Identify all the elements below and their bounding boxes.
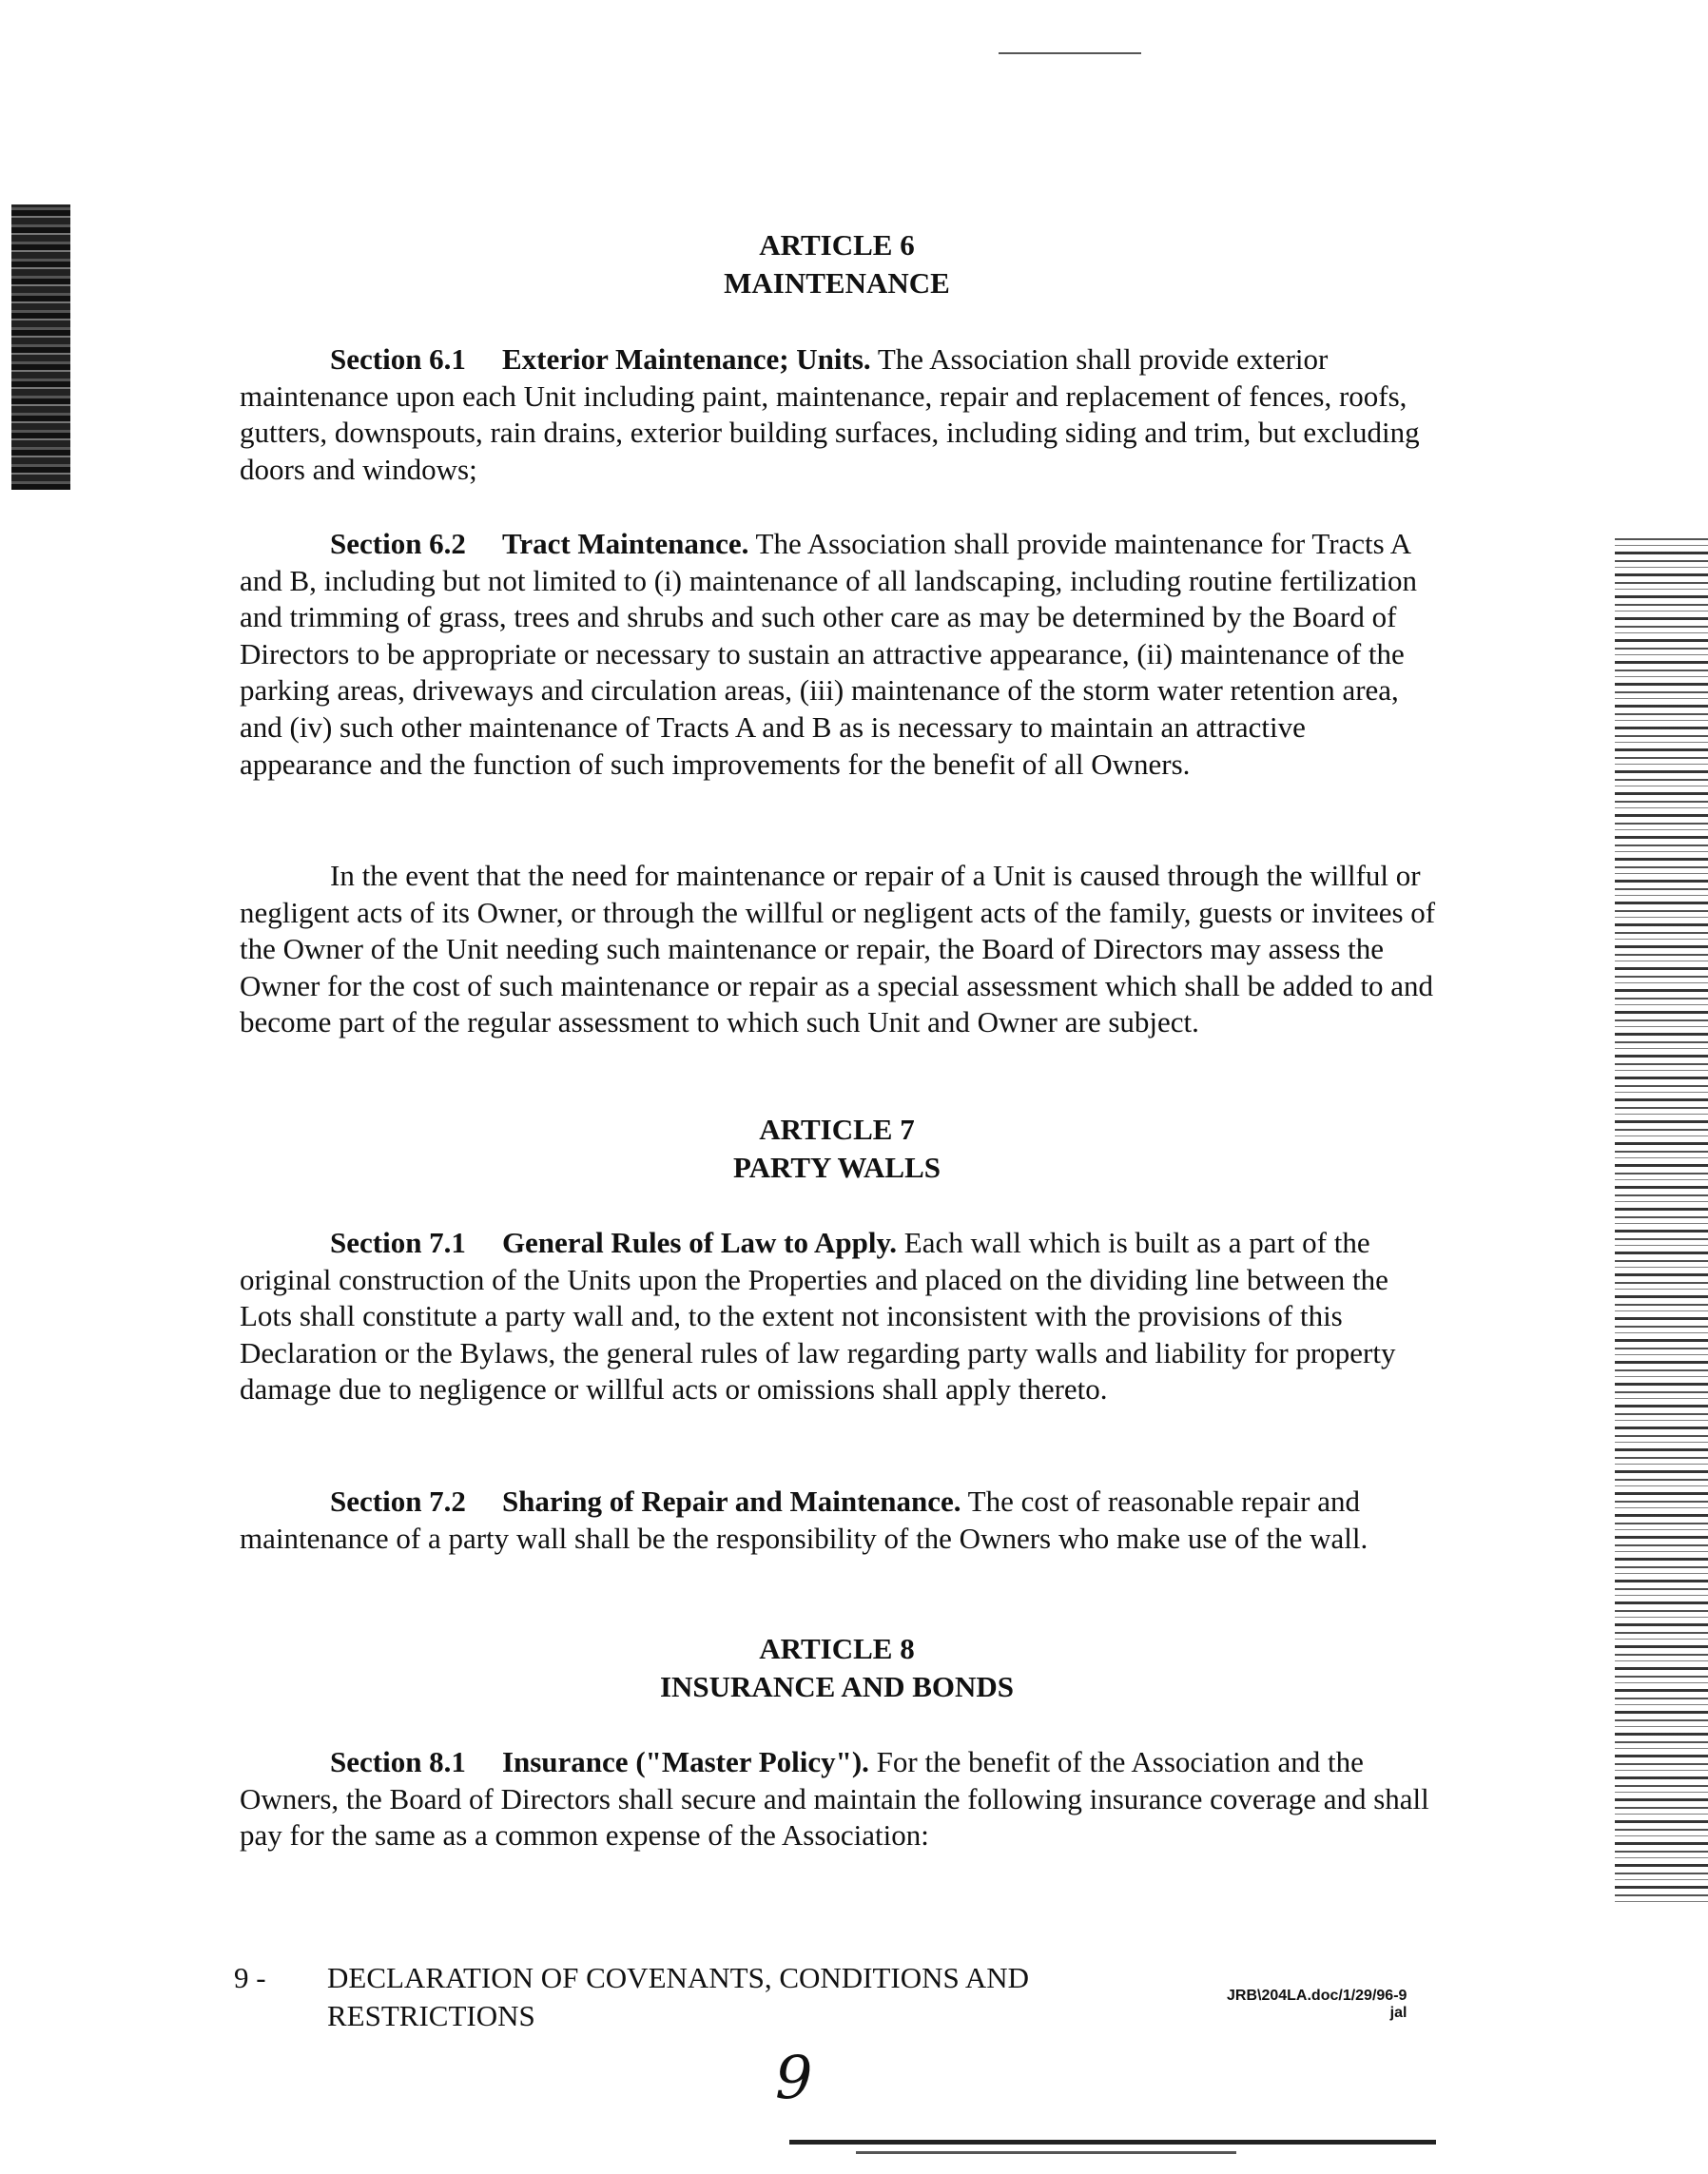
article-8-heading <box>0 1630 1674 1706</box>
section-7-2-title: Sharing of Repair and Maintenance. <box>501 1485 961 1518</box>
section-6-1 <box>240 341 1438 488</box>
footer-title-line-2: RESTRICTIONS <box>327 1999 535 2032</box>
article-7-label: ARTICLE 7 <box>759 1113 915 1146</box>
footer-page-number: 9 - <box>234 1961 266 1994</box>
paragraph-event-of-negligence <box>240 858 1438 1041</box>
section-8-1-text: For the benefit of the Association and the Owners, the Board of Directors shall secure and maintain the following insurance coverage and shall pay for the same as a common expense of the Association: <box>240 1745 1429 1853</box>
footer-document-title <box>327 1959 1183 2035</box>
section-6-2-text: The Association shall provide maintenance for Tracts A and B, including but not limited to (i) maintenance of all landscaping, including routine fertilization and trimming of grass, trees and shrubs and such other care as may be determined by the Board of Directors to be appropriate or necessary to sustain an attractive appearance, (ii) maintenance of the parking areas, driveways and circulation areas, (iii) maintenance of the storm water retention area, and (iv) such other maintenance of Tracts A and B as is necessary to maintain an attractive appearance and the function of such improvements for the benefit of all Owners. <box>240 527 1417 781</box>
footer-doc-path: JRB\204LA.doc/1/29/96-9 <box>1227 1988 1407 2004</box>
section-8-1-number: Section 8.1 <box>330 1745 466 1778</box>
section-8-1 <box>240 1744 1438 1854</box>
scan-artifact-bottom-2 <box>856 2151 1236 2154</box>
footer-doc-id <box>1227 1988 1407 2022</box>
paragraph-event-text: In the event that the need for maintenance or repair of a Unit is caused through the willful or negligent acts of its Owner, or through the willful or negligent acts of the family, guests or invitees of the Owner of the Unit needing such maintenance or repair, the Board of Directors may assess the Owner for the cost of such maintenance or repair as a special assessment which shall be added to and become part of the regular assessment to which such Unit and Owner are subject. <box>240 859 1436 1039</box>
section-6-2 <box>240 526 1438 783</box>
scan-artifact-top <box>999 52 1141 54</box>
section-7-1-number: Section 7.1 <box>330 1226 466 1259</box>
article-8-label: ARTICLE 8 <box>759 1632 915 1665</box>
article-6-heading <box>0 226 1674 302</box>
section-7-2 <box>240 1484 1438 1557</box>
section-6-1-text: The Association shall provide exterior maintenance upon each Unit including paint, maintenance, repair and replacement of fences, roofs, gutters, downspouts, rain drains, exterior building surfaces, including siding and trim, but excluding doors and windows; <box>240 342 1420 486</box>
section-6-1-number: Section 6.1 <box>330 342 466 376</box>
footer-title-line-1: DECLARATION OF COVENANTS, CONDITIONS AND <box>327 1961 1029 1994</box>
section-7-2-text: The cost of reasonable repair and maintenance of a party wall shall be the responsibility of the Owners who make use of the wall. <box>240 1485 1368 1555</box>
footer-initials: jal <box>1389 2005 1407 2021</box>
section-8-1-title: Insurance ("Master Policy"). <box>501 1745 869 1778</box>
article-7-heading <box>0 1111 1674 1187</box>
handwritten-page-number: 9 <box>775 2043 813 2112</box>
section-7-2-number: Section 7.2 <box>330 1485 466 1518</box>
article-8-title: INSURANCE AND BONDS <box>659 1670 1015 1703</box>
section-6-1-title: Exterior Maintenance; Units. <box>501 342 871 376</box>
article-6-label: ARTICLE 6 <box>759 228 915 262</box>
article-6-title: MAINTENANCE <box>724 266 950 300</box>
section-7-1 <box>240 1225 1438 1408</box>
section-7-1-title: General Rules of Law to Apply. <box>501 1226 898 1259</box>
section-6-2-title: Tract Maintenance. <box>501 527 749 560</box>
section-6-2-number: Section 6.2 <box>330 527 466 560</box>
section-7-1-text: Each wall which is built as a part of the original construction of the Units upon the Properties and placed on the dividing line between the Lots shall constitute a party wall and, to the extent not inconsistent with the provisions of this Declaration or the Bylaws, the general rules of law regarding party walls and liability for property damage due to negligence or willful acts or omissions shall apply thereto. <box>240 1226 1396 1407</box>
article-7-title: PARTY WALLS <box>733 1151 941 1184</box>
scan-artifact-bottom <box>789 2140 1436 2145</box>
